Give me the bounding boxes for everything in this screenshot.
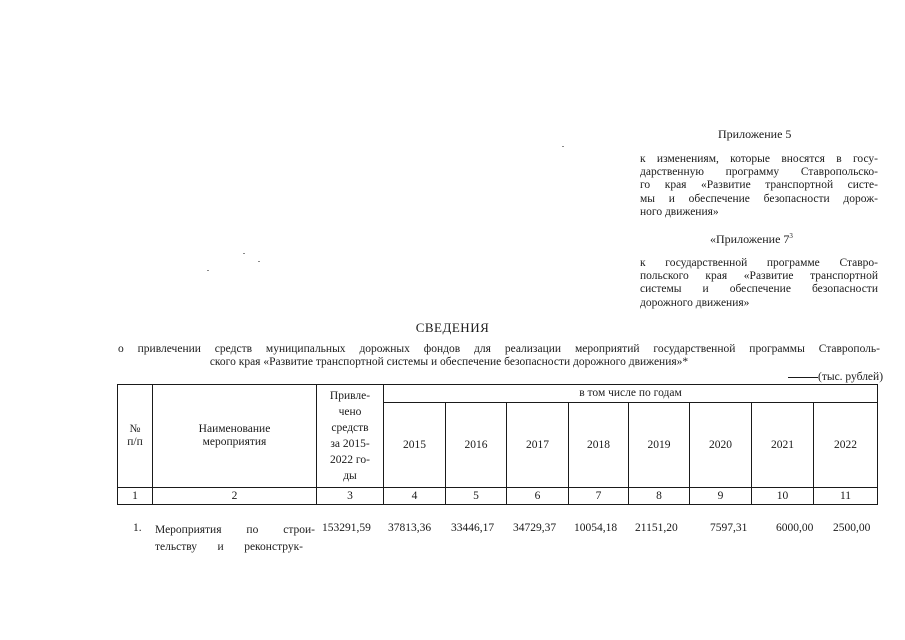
- column-number: 3: [317, 488, 384, 505]
- row-value: 21151,20: [635, 522, 678, 534]
- program-text: [640, 257, 878, 310]
- row-value: 6000,00: [776, 522, 814, 534]
- header-by-year-group: в том числе по годам: [384, 385, 878, 403]
- header-year: 2020: [690, 403, 752, 488]
- header-number: [118, 385, 153, 488]
- scan-speck: [243, 253, 245, 254]
- header-name-line: мероприятия: [202, 436, 267, 448]
- header-year: 2022: [814, 403, 878, 488]
- funding-table: [117, 384, 878, 505]
- column-number: 7: [569, 488, 629, 505]
- program-line: к государственной программе Ставро-: [640, 257, 878, 269]
- unit-note: [788, 371, 883, 383]
- header-total-line: Привле-: [329, 390, 371, 402]
- program-line: польского края «Развитие транспортной: [640, 270, 878, 283]
- header-total: [317, 385, 384, 488]
- row-value: 10054,18: [574, 522, 618, 534]
- row-total: 153291,59: [322, 522, 371, 534]
- header-year: 2016: [446, 403, 507, 488]
- header-year: 2018: [569, 403, 629, 488]
- header-total-line: средств: [331, 422, 369, 434]
- header-total-line: ды: [343, 470, 357, 482]
- header-number-line: №: [129, 423, 141, 435]
- column-number: 6: [507, 488, 569, 505]
- document-subtitle: [118, 343, 880, 369]
- column-number: 2: [153, 488, 317, 505]
- amendment-line: ного движения»: [640, 205, 719, 218]
- amendment-line: мы и обеспечение безопасности дорож-: [640, 192, 878, 205]
- footnote-mark: 3: [789, 232, 793, 240]
- scan-speck: [562, 146, 564, 147]
- header-year: 2021: [752, 403, 814, 488]
- row-number: 1.: [133, 522, 142, 534]
- appendix-title-2: [710, 232, 793, 247]
- scan-speck: [258, 261, 260, 262]
- header-total-line: 2022 го-: [330, 454, 370, 466]
- header-year: 2015: [384, 403, 446, 488]
- column-number: 8: [629, 488, 690, 505]
- column-number: 11: [814, 488, 878, 505]
- header-year: 2019: [629, 403, 690, 488]
- row-value: 34729,37: [513, 522, 557, 534]
- unit-note-text: (тыс. рублей): [818, 371, 884, 383]
- amendment-line: го края «Развитие транспортной систе-: [640, 179, 878, 192]
- row-value: 7597,31: [710, 522, 748, 534]
- row-value: 33446,17: [451, 522, 495, 534]
- subtitle-line: о привлечении средств муниципальных дорожных фондов для реализации мероприятий государственной программы Ставрополь-: [118, 343, 880, 355]
- program-line: дорожного движения»: [640, 296, 750, 309]
- row-value: 2500,00: [833, 522, 871, 534]
- header-name: [153, 385, 317, 488]
- appendix-title: Приложение 5: [718, 127, 792, 141]
- header-number-line: п/п: [127, 436, 143, 448]
- row-name-line: тельству и реконструк-: [155, 541, 303, 553]
- row-value: 37813,36: [388, 522, 432, 534]
- program-line: системы и обеспечение безопасности: [640, 283, 878, 296]
- appendix-title-2-text: «Приложение 7: [710, 232, 790, 246]
- amendment-text: [640, 153, 878, 219]
- scan-speck: [207, 270, 209, 271]
- column-number: 10: [752, 488, 814, 505]
- header-total-line: за 2015-: [330, 438, 370, 450]
- column-number: 4: [384, 488, 446, 505]
- header-total-line: чено: [338, 406, 362, 418]
- column-number: 9: [690, 488, 752, 505]
- row-name: [155, 522, 315, 556]
- amendment-line: дарственную программу Ставропольско-: [640, 166, 878, 179]
- column-number: 5: [446, 488, 507, 505]
- document-title: СВЕДЕНИЯ: [415, 320, 490, 335]
- header-name-line: Наименование: [198, 423, 271, 435]
- header-year: 2017: [507, 403, 569, 488]
- amendment-line: к изменениям, которые вносятся в госу-: [640, 153, 878, 165]
- underline-rule: [788, 377, 818, 378]
- row-name-line: Мероприятия по строи-: [155, 524, 315, 536]
- column-number: 1: [118, 488, 153, 505]
- subtitle-line: ского края «Развитие транспортной системы и обеспечение безопасности дорожного движения»*: [209, 356, 689, 368]
